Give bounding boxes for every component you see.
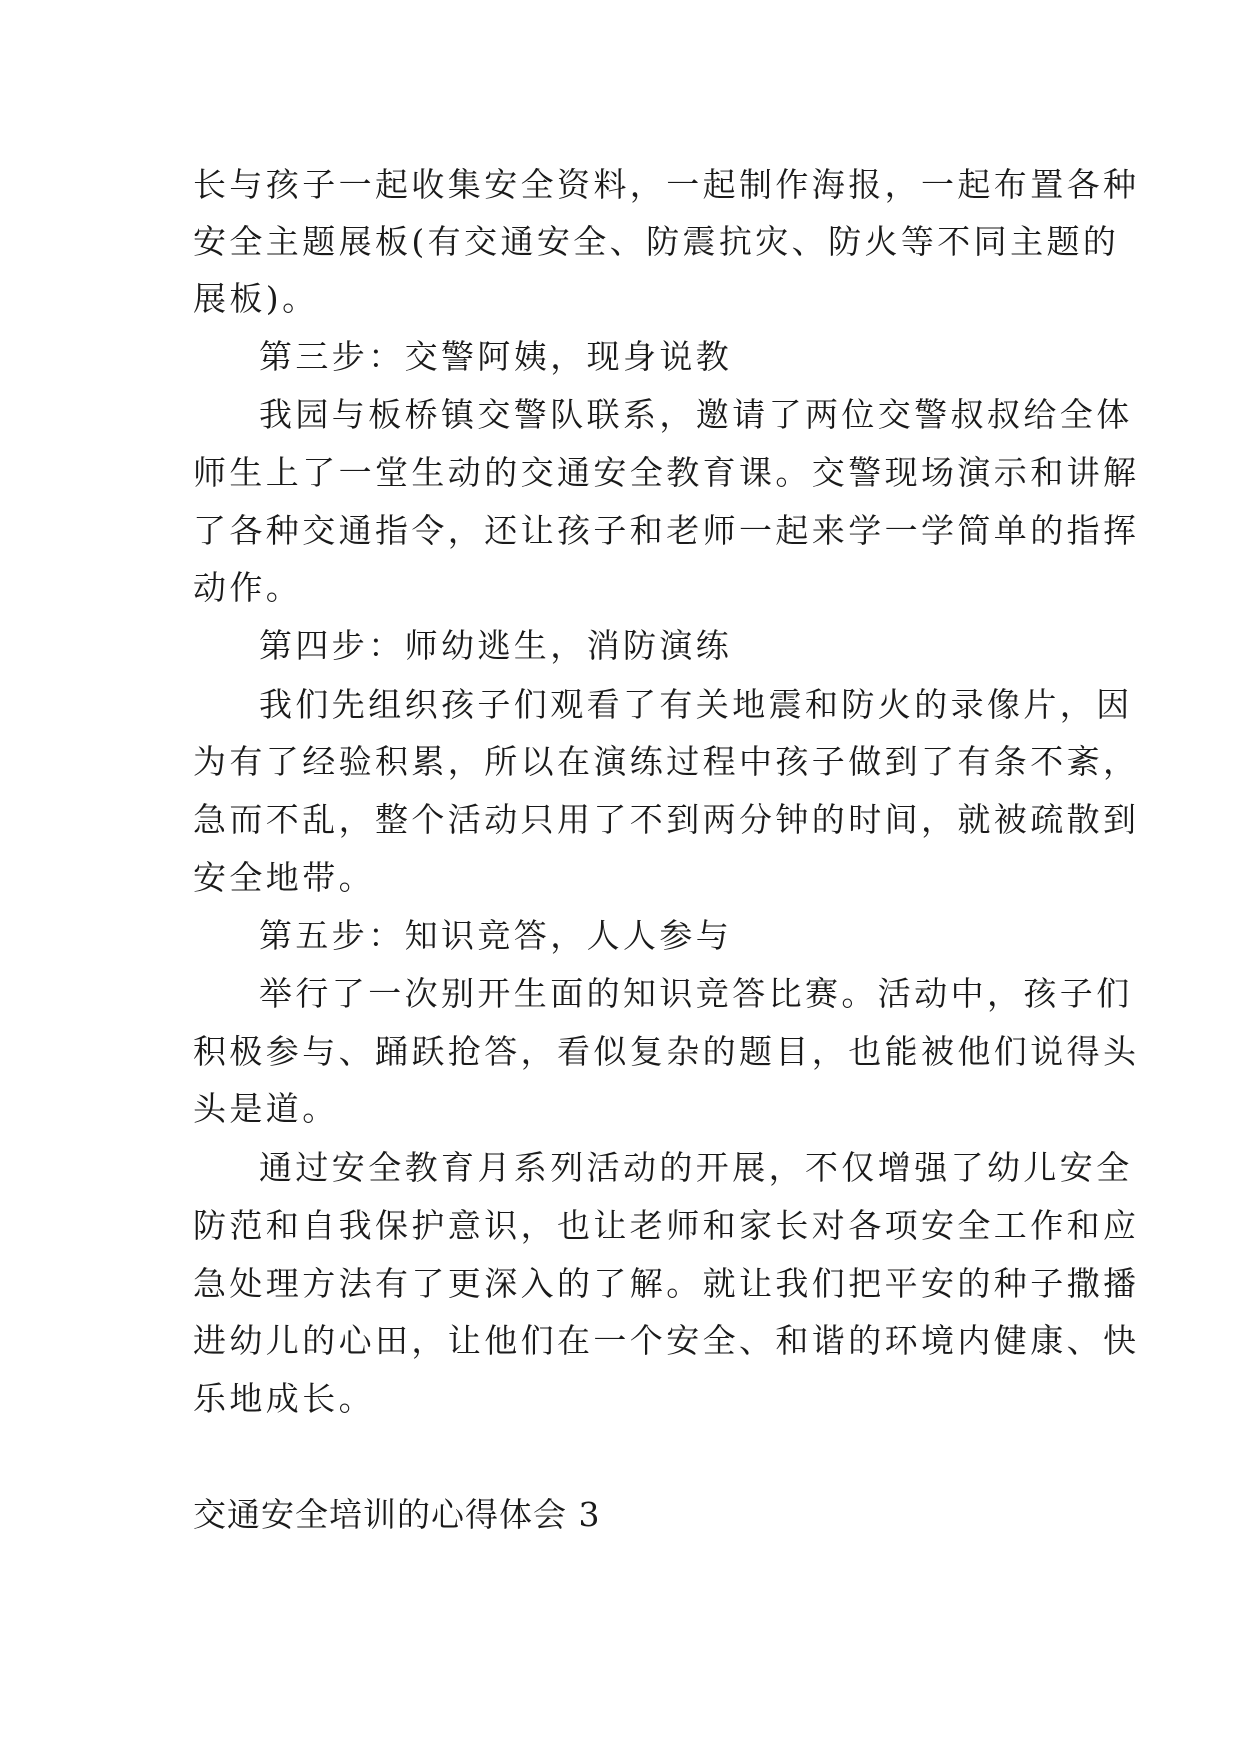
paragraph-line: 展板)。 <box>193 279 319 318</box>
paragraph-line: 动作。 <box>193 568 303 607</box>
paragraph-line: 了各种交通指令，还让孩子和老师一起来学一学简单的指挥 <box>193 511 1140 550</box>
paragraph-line: 头是道。 <box>193 1089 339 1128</box>
paragraph-line: 我们先组织孩子们观看了有关地震和防火的录像片，因 <box>259 685 1133 724</box>
section-title: 交通安全培训的心得体会 3 <box>193 1495 601 1534</box>
paragraph-line: 急而不乱，整个活动只用了不到两分钟的时间，就被疏散到 <box>193 800 1140 839</box>
paragraph-line: 师生上了一堂生动的交通安全教育课。交警现场演示和讲解 <box>193 453 1140 492</box>
step-heading: 第三步：交警阿姨，现身说教 <box>259 337 733 376</box>
step-heading: 第四步：师幼逃生，消防演练 <box>259 626 733 665</box>
paragraph-line: 长与孩子一起收集安全资料，一起制作海报，一起布置各种 <box>193 165 1140 204</box>
paragraph-line: 急处理方法有了更深入的了解。就让我们把平安的种子撒播 <box>193 1264 1140 1303</box>
paragraph-line: 积极参与、踊跃抢答，看似复杂的题目，也能被他们说得头 <box>193 1032 1140 1071</box>
paragraph-line: 进幼儿的心田，让他们在一个安全、和谐的环境内健康、快 <box>193 1321 1140 1360</box>
paragraph-line: 乐地成长。 <box>193 1379 375 1418</box>
paragraph-line: 举行了一次别开生面的知识竞答比赛。活动中，孩子们 <box>259 974 1133 1013</box>
paragraph-line: 通过安全教育月系列活动的开展，不仅增强了幼儿安全 <box>259 1148 1133 1187</box>
paragraph-line: 我园与板桥镇交警队联系，邀请了两位交警叔叔给全体 <box>259 395 1133 434</box>
paragraph-line: 安全地带。 <box>193 858 375 897</box>
paragraph-line: 为有了经验积累，所以在演练过程中孩子做到了有条不紊， <box>193 742 1140 781</box>
paragraph-line: 防范和自我保护意识，也让老师和家长对各项安全工作和应 <box>193 1206 1140 1245</box>
step-heading: 第五步：知识竞答，人人参与 <box>259 916 733 955</box>
paragraph-line: 安全主题展板(有交通安全、防震抗灾、防火等不同主题的 <box>193 222 1120 261</box>
